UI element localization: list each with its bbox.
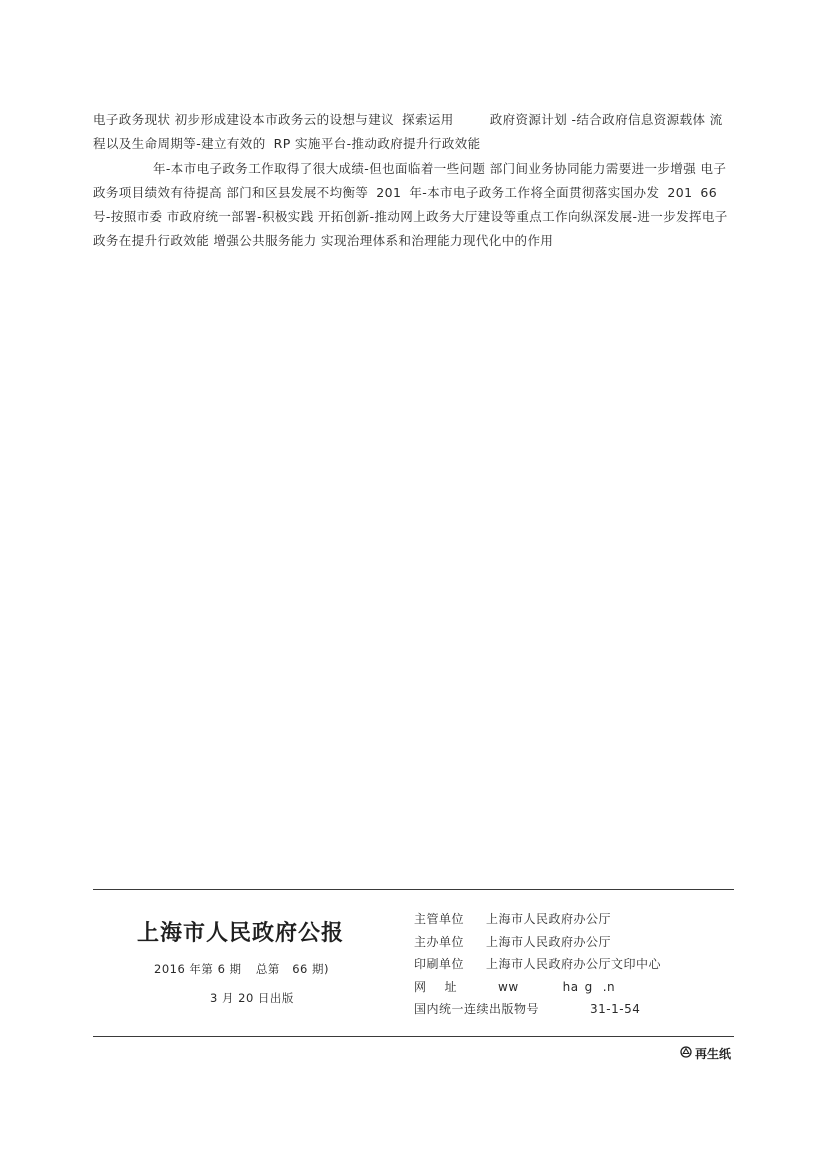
journal-title: 上海市人民政府公报 bbox=[137, 920, 345, 946]
info-label: 印刷单位 bbox=[414, 957, 465, 971]
website-label bbox=[414, 978, 486, 996]
recycled-paper-label: 再生纸 bbox=[695, 1047, 732, 1061]
paragraph-2-text-c: 66 号-按照市委 市政府统一部署-积极实践 开拓创新-推动网上政务大厅建设等重点工作向纵深发展-进一步发挥电子政务在提升行政效能 增强公共服务能力 实现治理体系和治理能力现代化中的作用 bbox=[93, 184, 728, 249]
total-issue-number: 66 期) bbox=[292, 962, 329, 976]
info-value: 上海市人民政府办公厅 bbox=[486, 934, 612, 949]
paragraph-1-text-b: 探索运用 bbox=[402, 112, 454, 127]
paragraph-2-year-a: 201 bbox=[376, 184, 402, 200]
website-value-a: ww bbox=[498, 979, 519, 994]
serial-value: 31-1-54 bbox=[590, 1002, 641, 1016]
info-row-serial bbox=[414, 1000, 661, 1023]
info-label: 主管单位 bbox=[414, 912, 465, 926]
paragraph-2-year-b: 201 bbox=[667, 184, 693, 200]
website-value-b: ha bbox=[562, 979, 579, 994]
paragraph-1 bbox=[93, 108, 735, 157]
info-row-sponsor bbox=[414, 933, 661, 956]
paragraph-2 bbox=[93, 157, 735, 254]
website-value-d: .n bbox=[602, 979, 616, 994]
serial-label: 国内统一连续出版物号 bbox=[414, 1002, 540, 1016]
publish-date: 3 月 20 日出版 bbox=[210, 991, 294, 1005]
paragraph-2-text-a: 年-本市电子政务工作取得了很大成绩-但也面临着一些问题 部门间业务协同能力需要进一步增强 电子政务项目绩效有待提高 部门和区县发展不均衡等 bbox=[93, 160, 727, 200]
footer-bottom-divider bbox=[93, 1036, 734, 1037]
info-value: 上海市人民政府办公厅 bbox=[486, 912, 612, 926]
info-value: 上海市人民政府办公厅文印中心 bbox=[486, 957, 662, 971]
paragraph-1-text-d: RP 实施平台-推动政府提升行政效能 bbox=[273, 136, 481, 152]
website-label-char-2: 址 bbox=[444, 979, 458, 994]
info-row-website bbox=[414, 978, 661, 1001]
recycled-paper-mark bbox=[680, 1045, 731, 1062]
paragraph-2-text-b: 年-本市电子政务工作将全面贯彻落实国办发 bbox=[409, 184, 660, 200]
issue-line bbox=[154, 961, 329, 977]
total-issue-label: 总第 bbox=[255, 962, 280, 976]
recycle-icon bbox=[680, 1046, 692, 1061]
footer-top-divider bbox=[93, 889, 734, 890]
website-label-char-1: 网 bbox=[414, 979, 427, 994]
publication-info bbox=[414, 910, 661, 1023]
info-row-supervisor bbox=[414, 910, 661, 933]
website-value-c: g bbox=[584, 979, 593, 994]
paragraph-1-text-a: 电子政务现状 初步形成建设本市政务云的设想与建议 bbox=[93, 112, 395, 127]
info-label: 主办单位 bbox=[414, 934, 465, 949]
article-body bbox=[93, 108, 735, 254]
info-row-printer bbox=[414, 955, 661, 978]
paragraph-1-text-c: 政府资源计划 -结合政府信息资源载体 流程以及生命周期等-建立有效的 bbox=[93, 112, 723, 152]
issue-number: 2016 年第 6 期 bbox=[154, 962, 242, 976]
